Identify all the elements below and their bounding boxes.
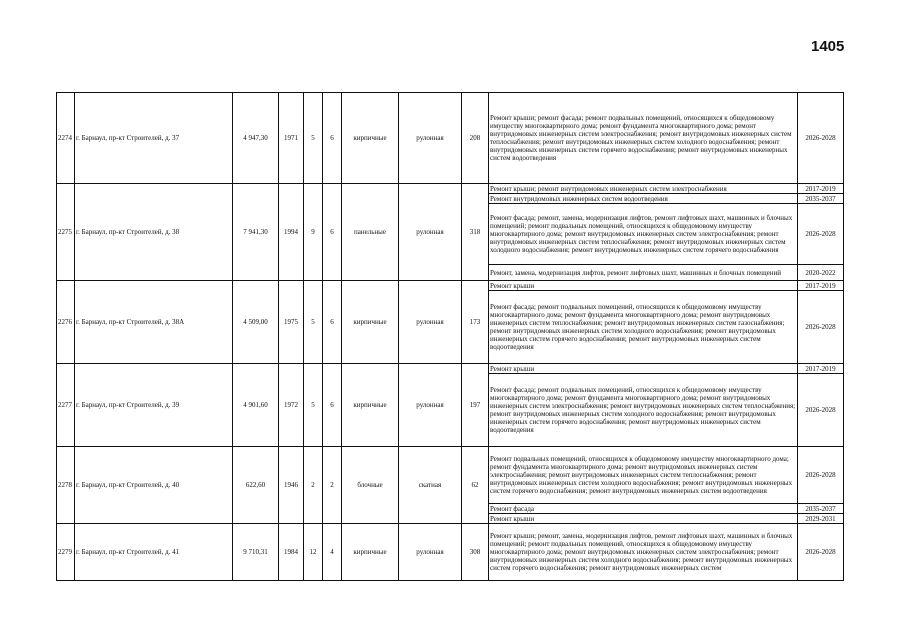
repair-period: 2026-2028 (798, 93, 844, 184)
house-entrances: 4 (323, 524, 342, 581)
wall-material: кирпичные (342, 524, 399, 581)
roof-type: рулонная (399, 281, 462, 364)
house-year: 1971 (279, 93, 304, 184)
house-year: 1994 (279, 184, 304, 281)
house-floors: 2 (304, 447, 323, 524)
repair-works: Ремонт, замена, модернизация лифтов, ремонт лифтовых шахт, машинных и блочных помещений (489, 265, 798, 281)
flat-count: 173 (462, 281, 489, 364)
house-number: 2274 (57, 93, 75, 184)
repair-period: 2026-2028 (798, 524, 844, 581)
repair-period: 2017-2019 (798, 184, 844, 194)
repair-works: Ремонт крыши (489, 364, 798, 374)
wall-material: панельные (342, 184, 399, 281)
table-row (57, 447, 844, 504)
house-year: 1975 (279, 281, 304, 364)
house-address: г. Барнаул, пр-кт Строителей, д. 37 (75, 93, 233, 184)
repair-period: 2026-2028 (798, 204, 844, 265)
repair-works: Ремонт крыши; ремонт фасада; ремонт подвальных помещений, относящихся к общедомовому имуществу многоквартирного дома; ремонт фундамента многоквартирного дома; ремонт внутридомовых инженерных систем электроснабжения; ремонт внутридомовых инженерных систем теплоснабжения; ремонт внутридомовых инженерных систем холодного водоснабжения; ремонт внутридомовых инженерных систем горячего водоснабжения; ремонт внутридомовых инженерных систем водоотведения (489, 93, 798, 184)
repair-works: Ремонт фасада; ремонт, замена, модернизация лифтов, ремонт лифтовых шахт, машинных и блочных помещений; ремонт подвальных помещений, относящихся к общедомовому имуществу многоквартирного дома; ремонт внутридомовых инженерных систем электроснабжения; ремонт внутридомовых инженерных систем теплоснабжения; ремонт внутридомовых инженерных систем холодного водоснабжения; ремонт внутридомовых инженерных систем горячего водоснабжения (489, 204, 798, 265)
house-address: г. Барнаул, пр-кт Строителей, д. 39 (75, 364, 233, 447)
repair-period: 2035-2037 (798, 504, 844, 514)
repair-period: 2026-2028 (798, 291, 844, 364)
table-row (57, 184, 844, 194)
repair-period: 2020-2022 (798, 265, 844, 281)
repair-works: Ремонт фасада; ремонт подвальных помещений, относящихся к общедомовому имуществу многоквартирного дома; ремонт фундамента многоквартирного дома; ремонт внутридомовых инженерных систем теплоснабжения; ремонт внутридомовых инженерных систем газоснабжения; ремонт внутридомовых инженерных систем холодного водоснабжения; ремонт внутридомовых инженерных систем горячего водоснабжения; ремонт внутридомовых инженерных систем водоотведения (489, 291, 798, 364)
flat-count: 197 (462, 364, 489, 447)
roof-type: скатная (399, 447, 462, 524)
repair-works: Ремонт крыши; ремонт внутридомовых инженерных систем электроснабжения (489, 184, 798, 194)
house-area: 4 947,30 (233, 93, 279, 184)
roof-type: рулонная (399, 524, 462, 581)
table-row (57, 524, 844, 581)
repair-works: Ремонт фасада; ремонт подвальных помещений, относящихся к общедомовому имуществу многоквартирного дома; ремонт фундамента многоквартирного дома; ремонт внутридомовых инженерных систем электроснабжения; ремонт внутридомовых инженерных систем теплоснабжения; ремонт внутридомовых инженерных систем холодного водоснабжения; ремонт внутридомовых инженерных систем горячего водоснабжения; ремонт внутридомовых инженерных систем водоотведения (489, 374, 798, 447)
house-area: 4 901,60 (233, 364, 279, 447)
repair-period: 2026-2028 (798, 447, 844, 504)
wall-material: кирпичные (342, 281, 399, 364)
house-address: г. Барнаул, пр-кт Строителей, д. 38А (75, 281, 233, 364)
repair-period: 2026-2028 (798, 374, 844, 447)
house-area: 4 509,00 (233, 281, 279, 364)
house-floors: 5 (304, 93, 323, 184)
wall-material: кирпичные (342, 93, 399, 184)
house-entrances: 6 (323, 281, 342, 364)
wall-material: кирпичные (342, 364, 399, 447)
house-number: 2279 (57, 524, 75, 581)
house-floors: 12 (304, 524, 323, 581)
house-number: 2275 (57, 184, 75, 281)
flat-count: 318 (462, 184, 489, 281)
flat-count: 208 (462, 93, 489, 184)
roof-type: рулонная (399, 184, 462, 281)
house-floors: 9 (304, 184, 323, 281)
roof-type: рулонная (399, 364, 462, 447)
house-year: 1984 (279, 524, 304, 581)
house-number: 2277 (57, 364, 75, 447)
house-year: 1972 (279, 364, 304, 447)
house-address: г. Барнаул, пр-кт Строителей, д. 38 (75, 184, 233, 281)
house-area: 622,60 (233, 447, 279, 524)
repair-period: 2029-2031 (798, 514, 844, 524)
house-number: 2278 (57, 447, 75, 524)
table-row (57, 364, 844, 374)
table-row (57, 93, 844, 184)
house-area: 9 710,31 (233, 524, 279, 581)
house-entrances: 2 (323, 447, 342, 524)
house-entrances: 6 (323, 364, 342, 447)
repair-period: 2017-2019 (798, 281, 844, 291)
repair-works: Ремонт крыши; ремонт, замена, модернизация лифтов, ремонт лифтовых шахт, машинных и блочных помещений; ремонт подвальных помещений, относящихся к общедомовому имуществу многоквартирного дома; ремонт внутридомовых инженерных систем электроснабжения; ремонт внутридомовых инженерных систем холодного водоснабжения; ремонт внутридомовых инженерных систем горячего водоснабжения; ремонт внутридомовых инженерных систем (489, 524, 798, 581)
house-floors: 5 (304, 364, 323, 447)
page-number: 1405 (811, 38, 845, 55)
wall-material: блочные (342, 447, 399, 524)
table-row (57, 281, 844, 291)
repair-works: Ремонт подвальных помещений, относящихся к общедомовому имуществу многоквартирного дома; ремонт фундамента многоквартирного дома; ремонт внутридомовых инженерных систем электроснабжения; ремонт внутридомовых инженерных систем теплоснабжения; ремонт внутридомовых инженерных систем холодного водоснабжения; ремонт внутридомовых инженерных систем горячего водоснабжения; ремонт внутридомовых инженерных систем водоотведения (489, 447, 798, 504)
repair-program-table (56, 92, 844, 581)
repair-works: Ремонт фасада (489, 504, 798, 514)
flat-count: 308 (462, 524, 489, 581)
house-floors: 5 (304, 281, 323, 364)
repair-works: Ремонт крыши (489, 281, 798, 291)
repair-period: 2035-2037 (798, 194, 844, 204)
repair-period: 2017-2019 (798, 364, 844, 374)
house-address: г. Барнаул, пр-кт Строителей, д. 40 (75, 447, 233, 524)
roof-type: рулонная (399, 93, 462, 184)
house-number: 2276 (57, 281, 75, 364)
flat-count: 62 (462, 447, 489, 524)
house-year: 1946 (279, 447, 304, 524)
house-entrances: 6 (323, 184, 342, 281)
house-address: г. Барнаул, пр-кт Строителей, д. 41 (75, 524, 233, 581)
repair-works: Ремонт крыши (489, 514, 798, 524)
repair-works: Ремонт внутридомовых инженерных систем водоотведения (489, 194, 798, 204)
house-area: 7 941,30 (233, 184, 279, 281)
house-entrances: 6 (323, 93, 342, 184)
